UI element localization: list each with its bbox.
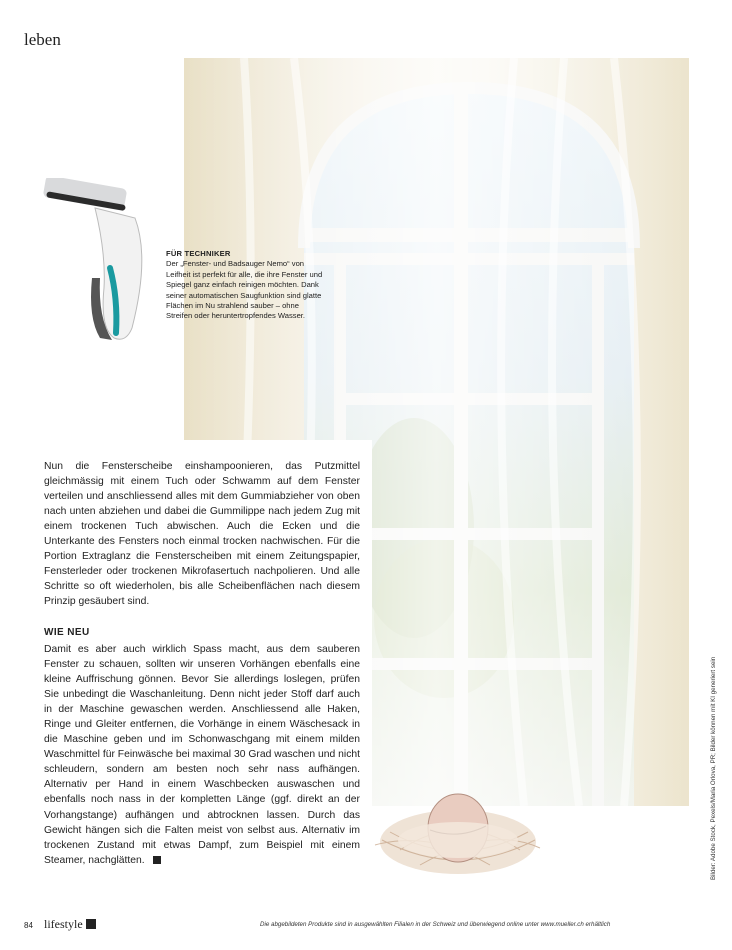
image-credit: Bilder: Adobe Stock, Pexels/Maria Orlova, PR; Bilder können mit KI generiert sein bbox=[710, 656, 717, 880]
article-paragraph-2-text: Damit es aber auch wirklich Spass macht, aus dem sauberen Fenster zu schauen, sollten wir unseren Vorhängen ebenfalls eine kleine Auffrischung gönnen. Bevor Sie allerdings loslegen, prüfen Sie unbedingt die Waschanleitung. Denn nicht jeder Stoff darf auch in der Maschine gewaschen werden. Anschliessend alle Haken, Ringe und Gleiter entfernen, die Vorhänge in einem Wäschesack in die Maschine geben und im Schonwaschgang mit einem milden Waschmittel für Feinwäsche bei maximal 30 Grad waschen und nicht schleudern, sondern am besten noch sehr nass aufhängen. Alternativ per Hand in einem Waschbecken auswaschen und ebenfalls noch nass in der kompletten Länge (ggf. direkt an der Vorhangstange) aufhängen und abtrocknen lassen. Durch das Gewicht hängen sich die Falten meist von selbst aus. Alternativ im trockenen Zustand mit etwas Dampf, zum Beispiel mit einem Steamer, nachglätten. bbox=[44, 644, 360, 866]
article-paragraph-2 bbox=[44, 642, 360, 868]
end-mark-icon bbox=[153, 856, 161, 864]
brand-logo-icon bbox=[86, 919, 96, 929]
product-caption bbox=[166, 249, 326, 322]
nest-with-egg-illustration bbox=[370, 770, 545, 885]
caption-title: FÜR TECHNIKER bbox=[166, 249, 231, 258]
caption-text: Der „Fenster- und Badsauger Nemo“ von Leifheit ist perfekt für alle, die ihre Fenster und Spiegel ganz einfach reinigen möchten. Dank seiner automatischen Saugfunktion sind glatte Flächen im Nu strahlend sauber – ohne Streifen oder heruntertropfendes Wasser. bbox=[166, 259, 323, 321]
page-number: 84 bbox=[24, 921, 33, 930]
footer-note: Die abgebildeten Produkte sind in ausgewählten Filialen in der Schweiz und überwiegend online unter www.mueller.ch erhältlich bbox=[260, 921, 611, 928]
magazine-brand: lifestyle bbox=[44, 917, 83, 931]
window-vacuum-image bbox=[40, 178, 160, 348]
article-subheading: WIE NEU bbox=[44, 627, 90, 638]
section-label: leben bbox=[24, 30, 61, 49]
article-paragraph-1: Nun die Fensterscheibe einshampoonieren, das Putzmittel gleichmässig mit einem Tuch oder Schwamm auf dem Fenster verteilen und anschliessend alles mit dem Gummiabzieher von oben nach unten abziehen und dabei die Gummilippe nach jedem Zug mit einem trockenen Tuch abwischen. Auch die Ecken und die Unterkante des Fensters noch einmal trocken nachwischen. Für die Portion Extraglanz die Fensterscheiben mit einem Zeitungspapier, Fensterleder oder trockenen Mikrofasertuch nachpolieren. Und alle Schritte so oft wiederholen, bis alle Scheibenflächen nach diesem Prinzip gesäubert sind. bbox=[44, 461, 360, 608]
